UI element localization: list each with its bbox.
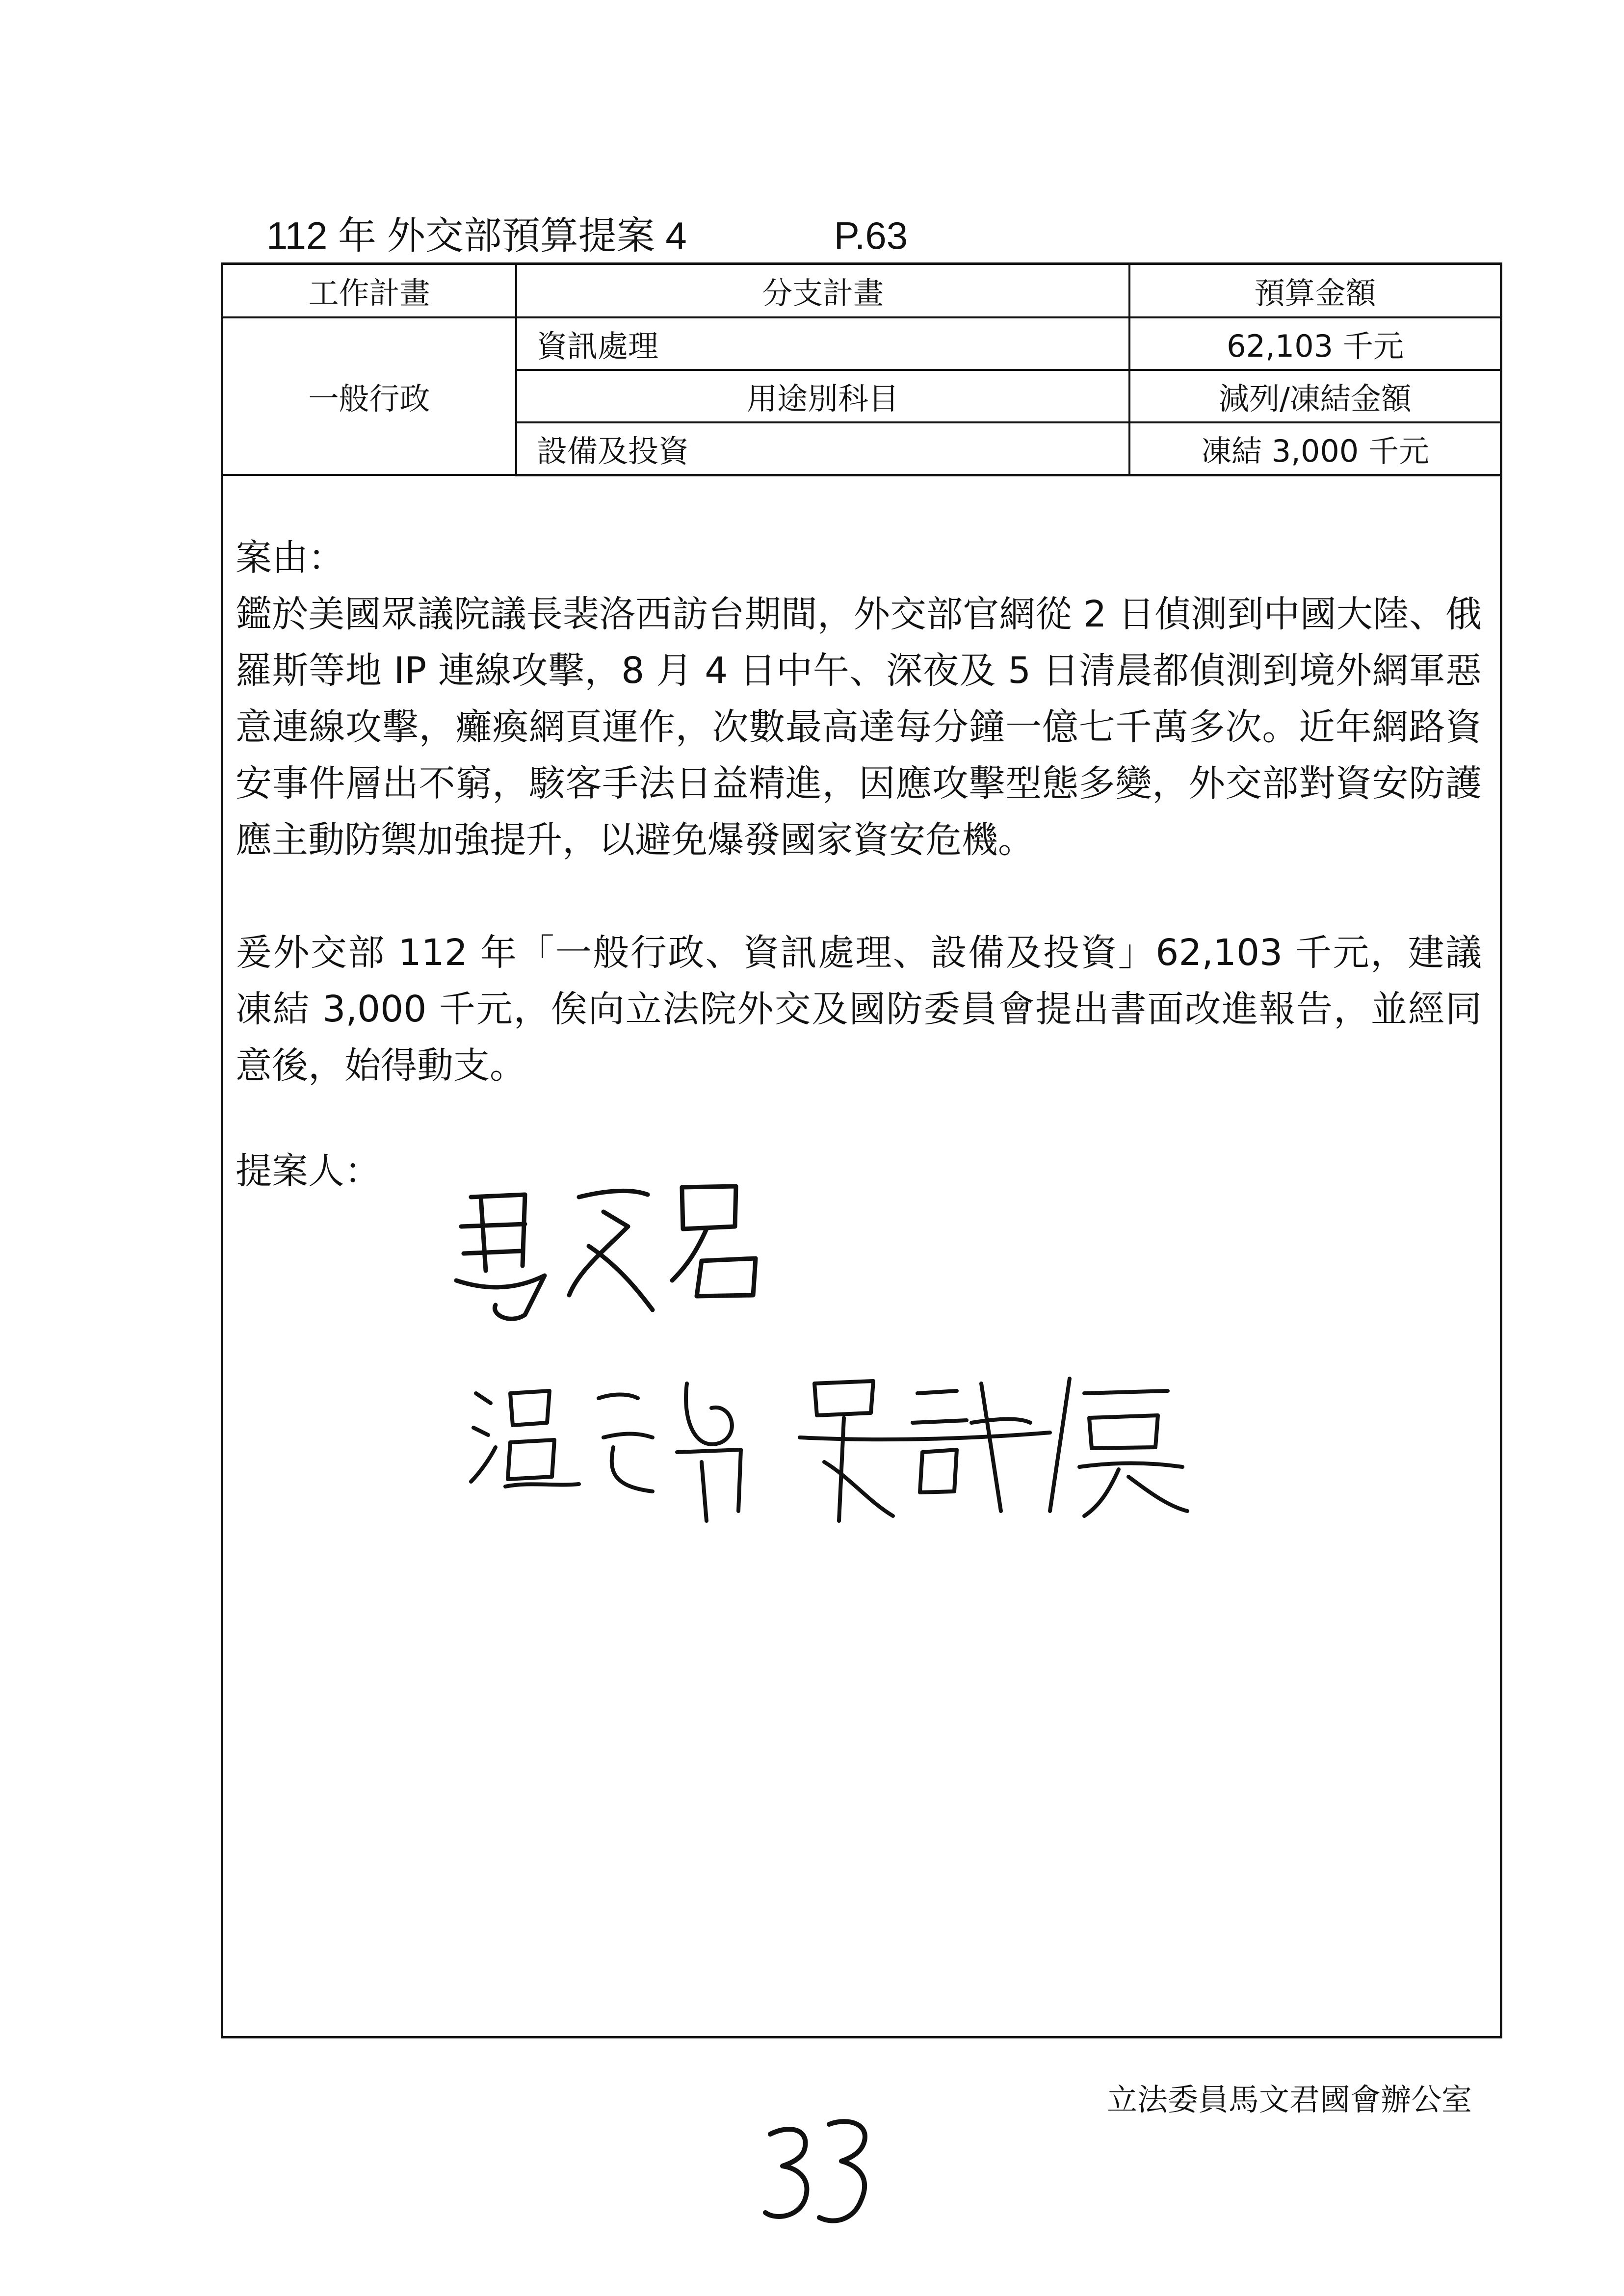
proposal-text: 爰外交部 112 年「一般行政、資訊處理、設備及投資」62,103 千元，建議凍結 3,000 千元，俟向立法院外交及國防委員會提出書面改進報告，並經同意後，始得動支。 (236, 932, 1482, 1087)
reason-label: 案由： (236, 537, 344, 579)
work-plan-value: 一般行政 (223, 317, 516, 475)
signature-ma-wen-chun (442, 1168, 795, 1334)
table-row (223, 317, 1500, 370)
proposal-body (236, 530, 1482, 1200)
budget-value: 62,103 千元 (1129, 317, 1500, 370)
usage-value: 設備及投資 (516, 422, 1129, 475)
header-work-plan: 工作計畫 (223, 265, 516, 317)
signature-wu-szu-huai (795, 1364, 1197, 1531)
proposal-title: 112 年 外交部預算提案 4 (266, 214, 687, 257)
header-sub-plan: 分支計畫 (516, 265, 1129, 317)
document-title-line (266, 209, 908, 262)
cut-freeze-header: 減列/凍結金額 (1129, 370, 1500, 422)
freeze-value: 凍結 3,000 千元 (1129, 422, 1500, 475)
signature-wen-yu-hsia (466, 1364, 780, 1531)
header-budget-amount: 預算金額 (1129, 265, 1500, 317)
page-reference: P.63 (834, 214, 908, 257)
usage-header: 用途別科目 (516, 370, 1129, 422)
table-header-row (223, 265, 1500, 317)
handwritten-page-number (756, 2114, 883, 2242)
budget-table (223, 265, 1500, 476)
office-name: 立法委員馬文君國會辦公室 (1106, 2082, 1472, 2117)
proposer-label: 提案人： (236, 1150, 381, 1192)
sub-plan-value: 資訊處理 (516, 317, 1129, 370)
reason-text: 鑑於美國眾議院議長裴洛西訪台期間，外交部官網從 2 日偵測到中國大陸、俄羅斯等地 IP 連線攻擊，8 月 4 日中午、深夜及 5 日清晨都偵測到境外網軍惡意連線攻擊，癱瘓網頁運作，次數最高達每分鐘一億七千萬多次。近年網路資安事件層出不窮，駭客手法日益精進，因應攻擊型態多變，外交部對資安防護應主動防禦加強提升，以避免爆發國家資安危機。 (236, 593, 1482, 861)
